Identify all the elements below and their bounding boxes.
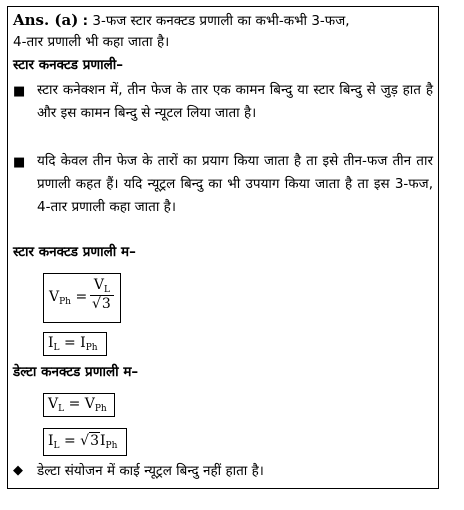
answer-separator: :	[82, 13, 89, 29]
square-bullet-icon: ■	[13, 155, 26, 170]
formula-vph: $V_{Ph}$ =	[49, 289, 88, 307]
square-bullet-icon: ■	[13, 84, 26, 99]
formula-il: $I_L = I_{Ph}$	[48, 335, 98, 353]
formula-vl: $V_L = V_{Ph}$	[48, 396, 107, 414]
delta-heading: डेल्टा कनक्टड प्रणाली म–	[13, 364, 139, 380]
formula-fraction: $\frac{V_L}{√3}$	[90, 277, 114, 312]
answer-line-2: 4-तार प्रणाली भी कहा जाता है।	[13, 34, 170, 50]
answer-label: Ans. (a)	[13, 11, 79, 29]
formula-il-delta-box	[43, 428, 127, 456]
formula-il-delta: $I_L = √3I_{Ph}$	[48, 433, 118, 451]
diamond-bullet-icon: ◆	[13, 463, 23, 478]
answer-text-1: 3-फज स्टार कनक्टड प्रणाली का कभी-कभी 3-फज,	[92, 13, 350, 29]
delta-note: डेल्टा संयोजन में काई न्यूट्रल बिन्दु नहीं हाता है।	[37, 463, 264, 479]
formula-vl-box	[43, 393, 115, 417]
star-heading: स्टार कनक्टड प्रणाली–	[13, 57, 124, 73]
star-bullet-2: यदि केवल तीन फेज के तारों का प्रयाग किया जाता है ता इसे तीन-फज तीन तार प्रणाली कहत हैं। यदि न्यूट्रल बिन्दु का भी उपयाग किया जाता है ता इस 3-फज, 4-तार प्रणाली कहा जाता है।	[37, 153, 433, 215]
formula-vph-box	[43, 273, 121, 323]
star-formula-heading: स्टार कनक्टड प्रणाली म–	[13, 244, 136, 260]
answer-line-1	[13, 10, 350, 31]
formula-il-box	[43, 332, 107, 356]
star-bullet-1: स्टार कनेक्शन में, तीन फेज के तार एक कामन बिन्दु या स्टार बिन्दु से जुड़ हात है और इस कामन बिन्दु से न्यूटल लिया जाता है।	[37, 82, 433, 121]
